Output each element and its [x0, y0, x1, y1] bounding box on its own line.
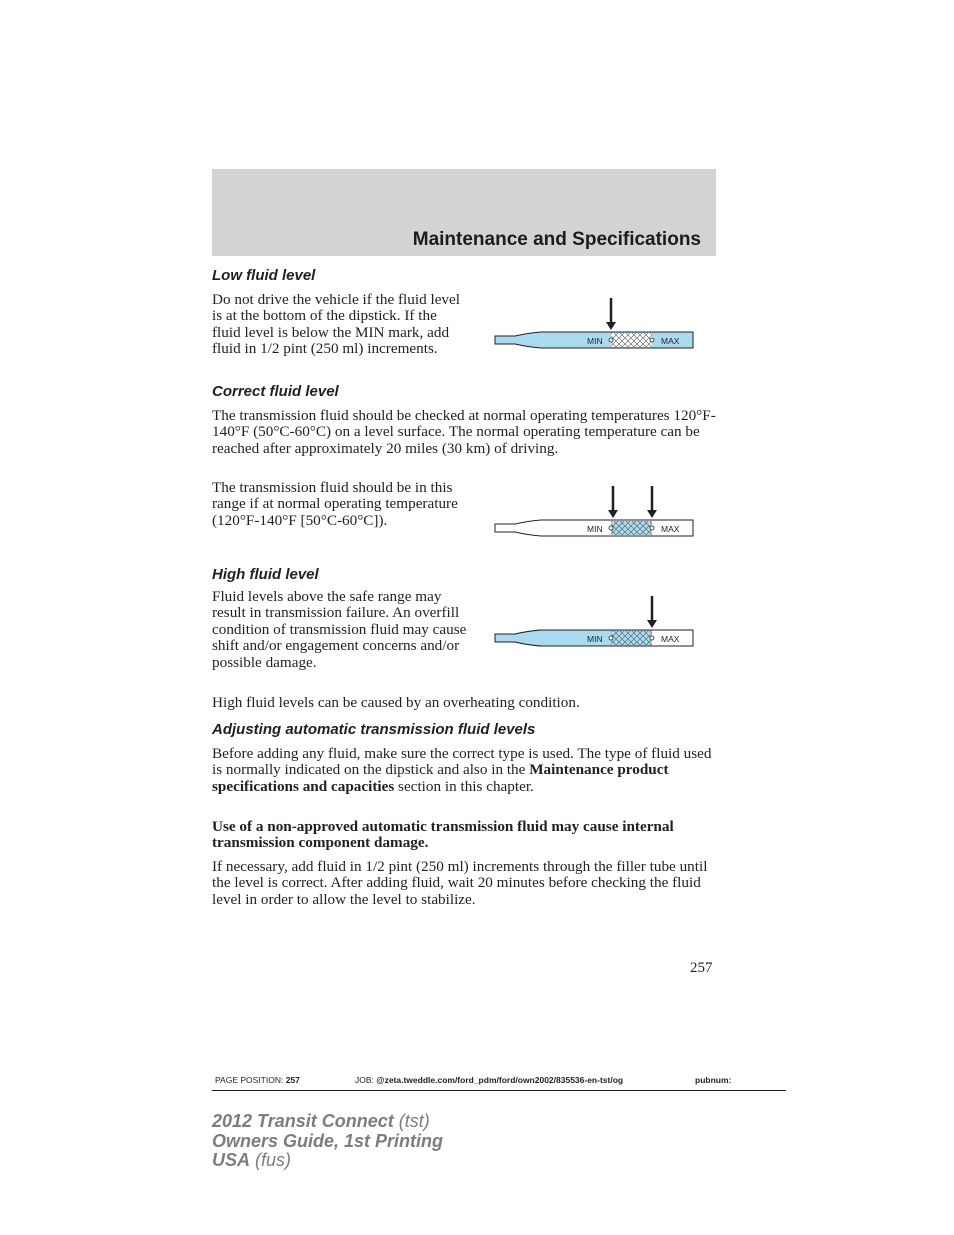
min-label: MIN	[587, 336, 603, 346]
min-label: MIN	[587, 634, 603, 644]
adjusting-text-1: Before adding any fluid, make sure the correct type is used. The type of fluid used is normally indicated on the dipstick and also in the Maintenance product specifications and capacities section in this chapter.	[212, 745, 712, 795]
high-fluid-text-2: High fluid levels can be caused by an overheating condition.	[212, 694, 580, 711]
book-title-block: 2012 Transit Connect (tst) Owners Guide, 1st Printing USA (fus)	[212, 1111, 444, 1170]
low-fluid-text: Do not drive the vehicle if the fluid level is at the bottom of the dipstick. If the fluid level is below the MIN mark, add fluid in 1/2 pint (250 ml) increments.	[212, 291, 460, 358]
chapter-header	[212, 169, 716, 256]
chapter-title: Maintenance and Specifications	[412, 229, 701, 250]
min-label: MIN	[587, 524, 603, 534]
high-fluid-text-1: Fluid levels above the safe range may result in transmission failure. An overfill condition of transmission fluid may cause shift and/or engagement concerns and/or possible damage.	[212, 588, 467, 671]
correct-fluid-text-2: The transmission fluid should be in this range if at normal operating temperature (120°F-140°F [50°C-60°C]).	[212, 479, 458, 529]
heading-adjusting-fluid-levels: Adjusting automatic transmission fluid levels	[212, 721, 536, 738]
footer-divider	[212, 1090, 786, 1091]
adjusting-text-2: If necessary, add fluid in 1/2 pint (250 ml) increments through the filler tube until the level is correct. After adding fluid, wait 20 minutes before checking the fluid level in order to allow the level to stabilize.	[212, 858, 708, 908]
page-number: 257	[690, 960, 713, 976]
heading-high-fluid-level: High fluid level	[212, 566, 319, 583]
heading-correct-fluid-level: Correct fluid level	[212, 383, 339, 400]
max-label: MAX	[661, 336, 680, 346]
dipstick-diagram-low	[493, 296, 696, 352]
footer-pubnum: pubnum:	[695, 1075, 732, 1085]
footer-job: JOB: @zeta.tweddle.com/ford_pdm/ford/own2002/835536-en-tst/og	[355, 1075, 624, 1085]
heading-low-fluid-level: Low fluid level	[212, 267, 316, 284]
correct-fluid-text-1: The transmission fluid should be checked at normal operating temperatures 120°F-140°F (50°C-60°C) on a level surface. The normal operating temperature can be reached after approximately 20 miles (30 km) of driving.	[212, 407, 716, 457]
fluid-warning: Use of a non-approved automatic transmission fluid may cause internal transmission component damage.	[212, 818, 674, 852]
dipstick-diagram-correct	[493, 484, 696, 540]
max-label: MAX	[661, 634, 680, 644]
dipstick-diagram-high	[493, 594, 696, 650]
spec-section-reference: Maintenance product specifications and capacities	[212, 761, 669, 795]
footer-page-position: PAGE POSITION: 257	[215, 1075, 300, 1085]
max-label: MAX	[661, 524, 680, 534]
